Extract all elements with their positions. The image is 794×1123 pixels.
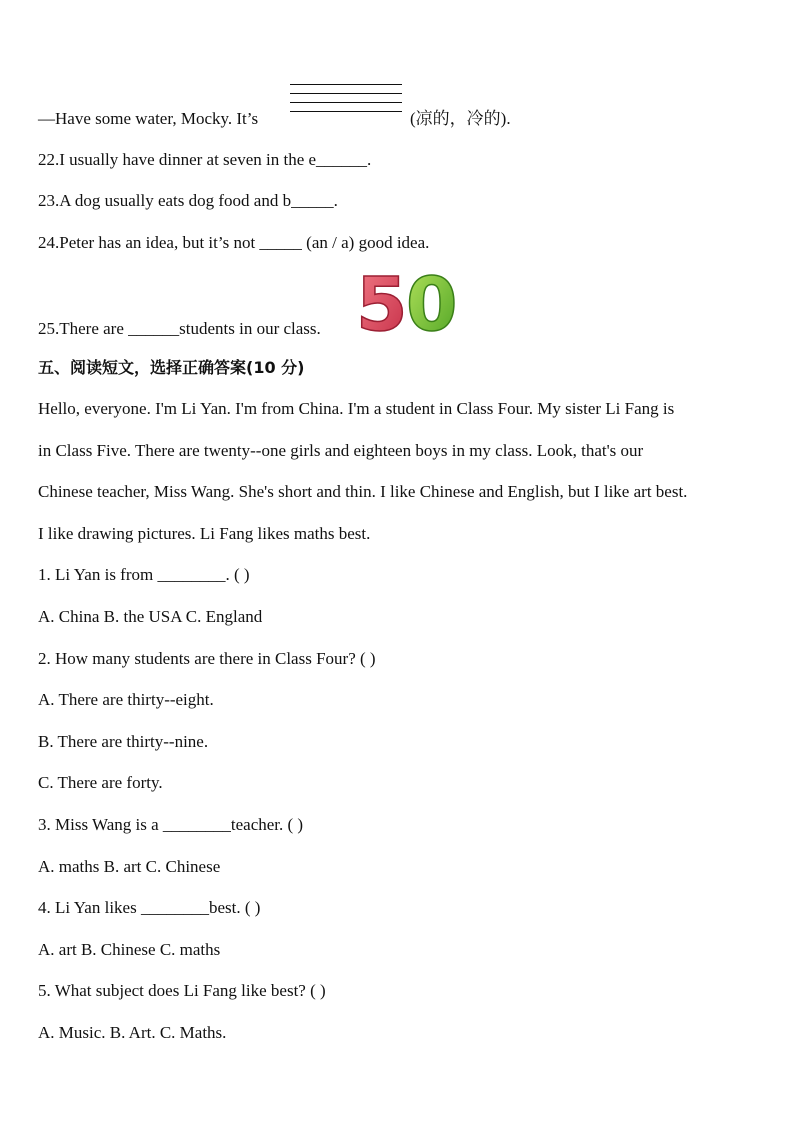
number-fifty-picture [354,268,458,336]
digit-zero: 0 [406,268,458,336]
answer-blank-lines [290,84,402,120]
section-title: 五、阅读短文，选择正确答案(10 分) [38,358,305,377]
question-21-suffix: (凉的，冷的). [410,109,511,128]
question-3-options: A. maths B. art C. Chinese [38,857,221,876]
passage-line: in Class Five. There are twenty--one girls and eighteen boys in my class. Look, that's our [38,441,644,460]
question-2-option-a: A. There are thirty--eight. [38,690,214,709]
question-4-options: A. art B. Chinese C. maths [38,940,221,959]
question-4: 4. Li Yan likes ________best. ( ) [38,898,261,917]
question-5-options: A. Music. B. Art. C. Maths. [38,1023,227,1042]
digit-five: 5 [356,268,408,336]
question-3: 3. Miss Wang is a ________teacher. ( ) [38,815,304,834]
passage-line: Chinese teacher, Miss Wang. She's short and thin. I like Chinese and English, but I like art best. [38,482,688,501]
question-1: 1. Li Yan is from ________. ( ) [38,565,250,584]
question-25: 25.There are ______students in our class. [38,319,321,338]
question-22: 22.I usually have dinner at seven in the e______. [38,150,372,169]
question-2-option-c: C. There are forty. [38,773,163,792]
question-5: 5. What subject does Li Fang like best? ( ) [38,981,326,1000]
question-1-options: A. China B. the USA C. England [38,607,263,626]
question-23: 23.A dog usually eats dog food and b_____. [38,191,338,210]
question-2-option-b: B. There are thirty--nine. [38,732,209,751]
question-21-prefix: —Have some water, Mocky. It’s [38,109,259,128]
passage-line: I like drawing pictures. Li Fang likes maths best. [38,524,371,543]
question-24: 24.Peter has an idea, but it’s not _____ (an / a) good idea. [38,233,430,252]
passage-line: Hello, everyone. I'm Li Yan. I'm from China. I'm a student in Class Four. My sister Li Fang is [38,399,675,418]
question-2: 2. How many students are there in Class Four? ( ) [38,649,376,668]
